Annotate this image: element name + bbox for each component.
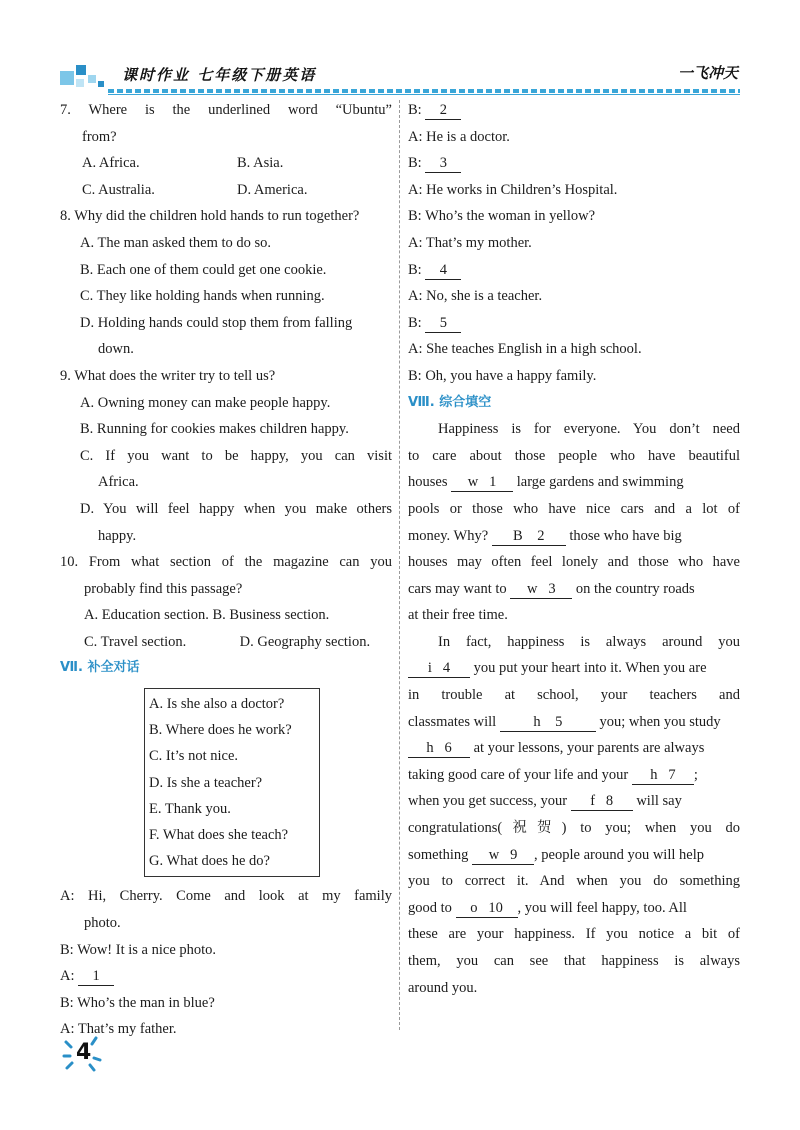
- cloze-line: [408, 762, 740, 789]
- blank-number: 10: [488, 899, 503, 916]
- cloze-line: [408, 709, 740, 736]
- cloze-text: you put your heart into it. When you are: [470, 660, 707, 677]
- option-a: A. Education section.: [84, 607, 209, 624]
- column-divider: [399, 100, 400, 1030]
- cloze-text: those who have big: [565, 527, 682, 544]
- option-a: A. Owning money can make people happy.: [80, 394, 331, 411]
- question-10: [60, 549, 392, 655]
- cloze-line: [408, 576, 740, 603]
- blank-number: 4: [442, 660, 451, 677]
- dialogue-option: B. Where does he work?: [149, 722, 292, 739]
- dialogue-line: [408, 257, 740, 284]
- cloze-text: , you will feel happy, too. All: [517, 899, 687, 916]
- option-row: [60, 177, 392, 204]
- cloze-blank[interactable]: [451, 473, 513, 492]
- dialogue-option: D. Is she a teacher?: [149, 774, 263, 791]
- dialogue-line: photo.: [84, 915, 121, 932]
- question-8: [60, 203, 392, 363]
- option-c: C. If you want to be happy, you can visit: [80, 447, 392, 464]
- option-b: B. Each one of them could get one cookie.: [80, 261, 327, 278]
- dialogue-line: B: Wow! It is a nice photo.: [60, 941, 217, 958]
- cloze-line: [408, 735, 740, 762]
- answer-blank[interactable]: 5: [425, 314, 461, 333]
- speaker-label: B:: [408, 261, 426, 278]
- dialogue-line: B: Who’s the woman in yellow?: [408, 208, 595, 225]
- cloze-blank[interactable]: [408, 659, 470, 678]
- cloze-blank[interactable]: [456, 899, 518, 918]
- left-column: [60, 97, 392, 1043]
- cloze-blank[interactable]: [632, 766, 694, 785]
- question-stem: 10. From what section of the magazine can you: [60, 554, 392, 571]
- right-column: [408, 97, 740, 1001]
- dialogue-line: A: That’s my father.: [60, 1021, 177, 1038]
- blank-letter: o: [470, 899, 478, 916]
- option-d-cont: down.: [98, 341, 134, 358]
- dialogue-line: A: He works in Children’s Hospital.: [408, 181, 618, 198]
- blank-number: 9: [510, 846, 518, 863]
- cloze-text: taking good care of your life and your: [408, 766, 632, 783]
- dialogue-line: B: Who’s the man in blue?: [60, 994, 215, 1011]
- dialogue-line: A: No, she is a teacher.: [408, 288, 543, 305]
- cloze-text: , people around you will help: [534, 846, 704, 863]
- cloze-text: classmates will: [408, 713, 500, 730]
- cloze-line: Happiness is for everyone. You don’t need: [438, 421, 740, 438]
- option-row: [60, 629, 392, 656]
- cloze-line: them, you can see that happiness is always: [408, 953, 740, 969]
- blank-letter: w: [488, 846, 500, 863]
- cloze-line: houses may often feel lonely and those who have: [408, 554, 740, 571]
- blank-letter: h: [533, 713, 541, 730]
- cloze-text: large gardens and swimming: [513, 474, 684, 491]
- cloze-text: you; when you study: [595, 713, 721, 730]
- cloze-line: around you.: [408, 979, 478, 996]
- cloze-text: houses: [408, 474, 452, 491]
- dialogue-line: A: She teaches English in a high school.: [408, 341, 642, 358]
- blank-number: 6: [444, 740, 452, 757]
- header-rule: [108, 94, 740, 95]
- cloze-line: to care about those people who have beautiful: [408, 447, 740, 464]
- cloze-text: money. Why?: [408, 527, 492, 544]
- dialogue-options-box: [144, 688, 320, 877]
- section-8-title: Ⅷ. 综合填空: [408, 394, 492, 410]
- header-title: 课时作业 七年级下册英语: [122, 66, 317, 84]
- cloze-text: ;: [693, 766, 698, 783]
- answer-blank[interactable]: 3: [425, 154, 461, 173]
- cloze-line: [408, 469, 740, 496]
- cloze-line: [408, 655, 740, 682]
- dialogue-line: A: Hi, Cherry. Come and look at my family: [60, 888, 392, 905]
- option-d: D. Holding hands could stop them from falling: [80, 314, 353, 331]
- dialogue-line: [408, 97, 740, 124]
- dialogue-option: E. Thank you.: [149, 800, 231, 817]
- dialogue-option: C. It’s not nice.: [149, 748, 239, 765]
- cloze-text: on the country roads: [572, 580, 695, 597]
- blank-letter: h: [650, 766, 658, 783]
- cloze-line: at their free time.: [408, 607, 508, 624]
- cloze-line: In fact, happiness is always around you: [438, 633, 740, 650]
- cloze-paragraph-2: [408, 629, 740, 1001]
- cloze-line: [408, 895, 740, 922]
- cloze-text: when you get success, your: [408, 793, 571, 810]
- header-squares-icon: [58, 61, 106, 93]
- question-stem: from?: [82, 128, 117, 145]
- cloze-blank[interactable]: [408, 739, 470, 758]
- option-d: D. You will feel happy when you make others: [80, 500, 392, 517]
- cloze-line: [408, 842, 740, 869]
- option-row: [60, 150, 392, 177]
- cloze-line: you to correct it. And when you do something: [408, 873, 740, 890]
- blank-number: 5: [555, 713, 563, 730]
- option-c: C. They like holding hands when running.: [80, 288, 325, 305]
- cloze-paragraph-1: [408, 416, 740, 629]
- option-d: D. America.: [237, 181, 308, 198]
- cloze-line: these are your happiness. If you notice a bit of: [408, 926, 740, 943]
- dialogue-option: A. Is she also a doctor?: [149, 696, 285, 713]
- option-row: [60, 602, 392, 629]
- option-d-cont: happy.: [98, 527, 137, 544]
- dialogue-option: G. What does he do?: [149, 853, 270, 870]
- blank-number: 7: [668, 766, 676, 783]
- answer-blank[interactable]: 1: [78, 967, 114, 986]
- option-b: B. Asia.: [237, 155, 284, 172]
- speaker-label: B:: [408, 102, 426, 118]
- question-9: [60, 363, 392, 549]
- cloze-text: good to: [408, 899, 456, 916]
- dialogue-line: [408, 150, 740, 177]
- dialogue-line: A: That’s my mother.: [408, 234, 532, 251]
- blank-letter: B: [513, 527, 523, 544]
- option-c-cont: Africa.: [98, 474, 139, 491]
- header-dotted-rule: [108, 89, 740, 93]
- question-stem: 8. Why did the children hold hands to run together?: [60, 208, 360, 225]
- dialogue-line: [60, 963, 392, 990]
- cloze-text: cars may want to: [408, 580, 511, 597]
- speaker-label: B:: [408, 155, 426, 172]
- dialogue-option: F. What does she teach?: [149, 827, 289, 844]
- blank-letter: w: [526, 580, 538, 597]
- blank-letter: f: [590, 793, 596, 810]
- cloze-text: at your lessons, your parents are always: [470, 740, 705, 757]
- option-b: B. Running for cookies makes children happy.: [80, 421, 349, 438]
- cloze-line: in trouble at school, your teachers and: [408, 687, 740, 704]
- cloze-blank[interactable]: [492, 527, 566, 546]
- question-7: [60, 97, 392, 203]
- page-header: [58, 55, 740, 97]
- speaker-label: B:: [408, 314, 426, 331]
- answer-blank[interactable]: 4: [425, 261, 461, 280]
- blank-number: 8: [605, 793, 614, 810]
- answer-blank[interactable]: 2: [425, 101, 461, 120]
- cloze-blank[interactable]: [571, 792, 633, 811]
- blank-letter: h: [426, 740, 434, 757]
- section-7-title: Ⅶ. 补全对话: [60, 660, 140, 676]
- cloze-line: pools or those who have nice cars and a lot of: [408, 500, 740, 517]
- dialogue-line: B: Oh, you have a happy family.: [408, 367, 597, 384]
- question-stem: 7. Where is the underlined word “Ubuntu”: [60, 102, 392, 118]
- option-a: A. Africa.: [82, 155, 140, 172]
- speaker-label: A:: [60, 968, 79, 985]
- option-c: C. Australia.: [82, 181, 155, 198]
- header-brand: 一飞冲天: [677, 64, 738, 82]
- cloze-blank[interactable]: [510, 580, 572, 599]
- blank-letter: i: [427, 660, 432, 677]
- cloze-line: [408, 788, 740, 815]
- option-a: A. The man asked them to do so.: [80, 234, 272, 251]
- blank-number: 3: [548, 580, 556, 597]
- cloze-text: something: [408, 846, 473, 863]
- option-b: B. Business section.: [212, 607, 330, 624]
- cloze-blank[interactable]: [472, 846, 534, 865]
- cloze-line: [408, 523, 740, 550]
- dialogue-line: [408, 310, 740, 337]
- blank-letter: w: [467, 474, 479, 491]
- option-d: D. Geography section.: [239, 633, 371, 650]
- page-number: 4: [76, 1040, 92, 1065]
- dialogue-line: A: He is a doctor.: [408, 128, 510, 145]
- blank-number: 2: [537, 527, 545, 544]
- cloze-blank[interactable]: [500, 713, 596, 732]
- cloze-line: congratulations(祝贺) to you; when you do: [408, 820, 740, 837]
- cloze-text: will say: [632, 793, 682, 810]
- option-c: C. Travel section.: [84, 633, 187, 650]
- question-stem: 9. What does the writer try to tell us?: [60, 367, 276, 384]
- question-stem: probably find this passage?: [84, 580, 243, 597]
- blank-number: 1: [489, 474, 497, 491]
